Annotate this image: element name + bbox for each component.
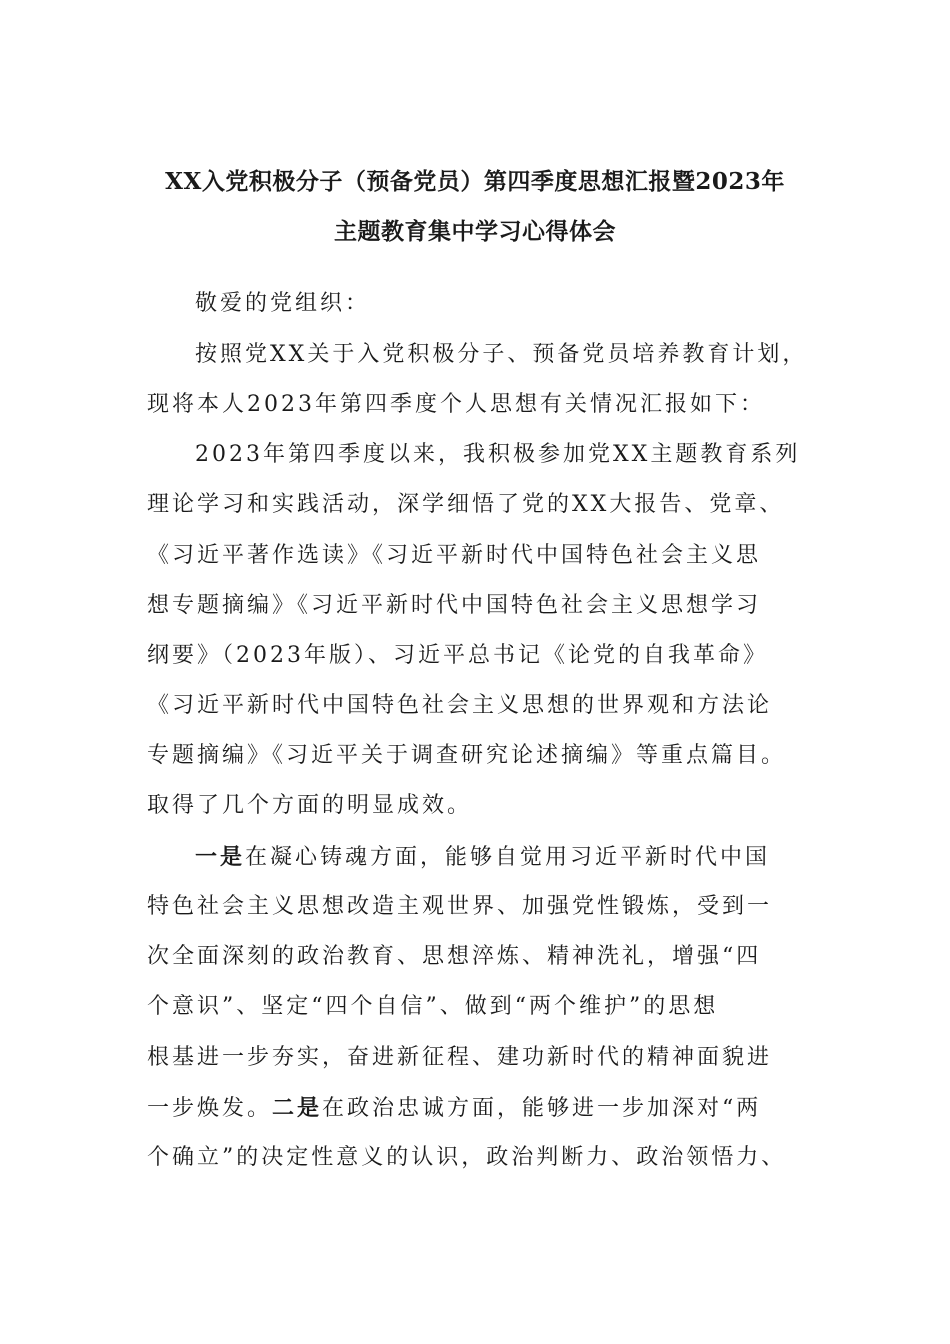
salutation: 敬爱的党组织： <box>195 291 371 316</box>
paragraph-2-line-5: 纲要》（2023年版）、习近平总书记《论党的自我革命》 <box>147 643 768 668</box>
paragraph-3-line-7: 个确立”的决定性意义的认识，政治判断力、政治领悟力、 <box>147 1145 787 1170</box>
paragraph-2-line-6: 《习近平新时代中国特色社会主义思想的世界观和方法论 <box>147 693 773 718</box>
paragraph-3-line-5: 根基进一步夯实，奋进新征程、建功新时代的精神面貌进 <box>147 1045 773 1070</box>
paragraph-3-line-6-text: 在政治忠诚方面，能够进一步加深对“两 <box>322 1096 762 1121</box>
document-title-line-2: 主题教育集中学习心得体会 <box>334 218 616 245</box>
point-one-lead: 一是 <box>195 844 246 870</box>
paragraph-3-line-6 <box>147 1093 761 1124</box>
point-two-lead: 二是 <box>272 1095 323 1121</box>
paragraph-2-line-4: 想专题摘编》《习近平新时代中国特色社会主义思想学习 <box>147 593 762 618</box>
paragraph-3-line-1-text: 在凝心铸魂方面，能够自觉用习近平新时代中国 <box>245 845 771 870</box>
document-title-line-1: XX入党积极分子（预备党员）第四季度思想汇报暨2023年 <box>165 168 785 195</box>
paragraph-2-line-1: 2023年第四季度以来，我积极参加党XX主题教育系列 <box>195 442 801 467</box>
paragraph-2-line-3: 《习近平著作选读》《习近平新时代中国特色社会主义思 <box>147 543 762 568</box>
paragraph-3-line-1 <box>195 842 770 873</box>
paragraph-1-line-2: 现将本人2023年第四季度个人思想有关情况汇报如下： <box>147 392 765 417</box>
paragraph-1-line-1: 按照党XX关于入党积极分子、预备党员培养教育计划， <box>195 342 808 367</box>
paragraph-3-line-6-pre: 一步焕发。 <box>147 1096 273 1121</box>
paragraph-2-line-2: 理论学习和实践活动，深学细悟了党的XX大报告、党章、 <box>147 492 785 517</box>
paragraph-2-line-8: 取得了几个方面的明显成效。 <box>147 793 473 818</box>
paragraph-3-line-2: 特色社会主义思想改造主观世界、加强党性锻炼，受到一 <box>147 894 773 919</box>
paragraph-3-line-4: 个意识”、坚定“四个自信”、做到“两个维护”的思想 <box>147 994 719 1019</box>
paragraph-2-line-7: 专题摘编》《习近平关于调查研究论述摘编》等重点篇目。 <box>147 743 787 768</box>
paragraph-3-line-3: 次全面深刻的政治教育、思想淬炼、精神洗礼，增强“四 <box>147 944 762 969</box>
